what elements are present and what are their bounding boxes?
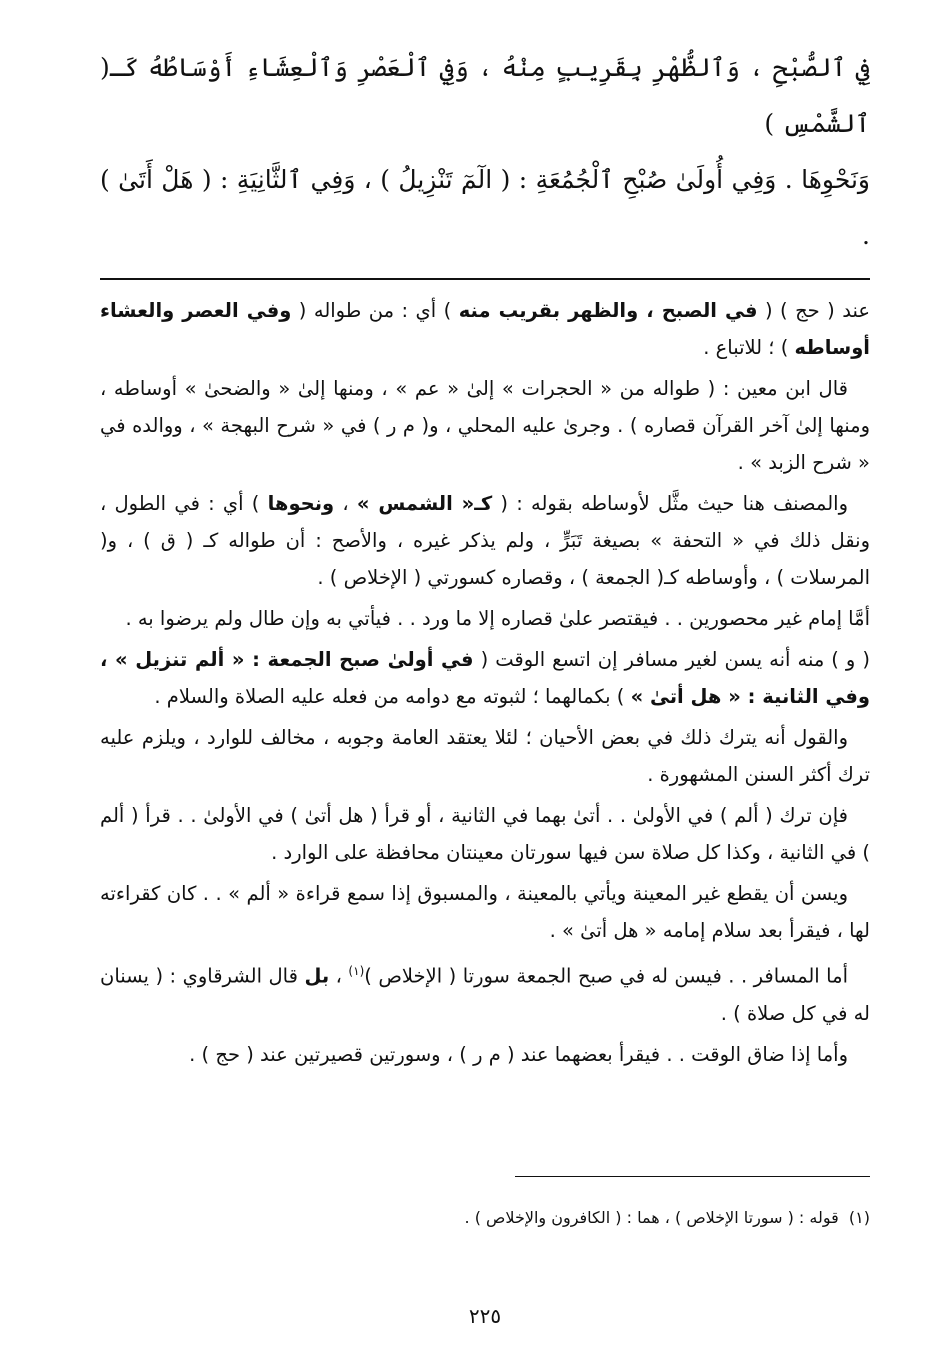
main-text — [100, 40, 870, 264]
text-run: قال ابن معين : ( طواله من « الحجرات » إلىٰ « عم » ، ومنها إلىٰ « والضحىٰ » أوساطه ، ومنها إلىٰ آخر القرآن قصاره ) . وجرىٰ عليه المحلي ، و( م ر ) في « شرح البهجة » ، ووالده في « شرح الزبد » . — [100, 377, 870, 474]
commentary-paragraph — [100, 370, 870, 481]
footnote-rule — [515, 1176, 870, 1177]
text-run: ) بكمالهما ؛ لثبوته مع دوامه من فعله عليه الصلاة والسلام . — [154, 685, 631, 708]
commentary-paragraph — [100, 953, 870, 1032]
footnote — [100, 1205, 870, 1231]
quoted-matn: وفي العصر والعشاء أوساطه — [100, 299, 870, 359]
text-run: قال الشرقاوي : ( يسنان له في كل صلاة ) . — [100, 964, 870, 1025]
commentary-paragraph — [100, 485, 870, 596]
text-run: ، — [329, 964, 349, 988]
text-run: ( و ) منه أنه يسن لغير مسافر إن اتسع الوقت ( — [473, 648, 870, 671]
commentary-paragraph — [100, 797, 870, 871]
quoted-matn: كـ« الشمس » — [356, 492, 493, 515]
text-run: ، — [334, 492, 357, 515]
footnote-marker[interactable]: (١) — [348, 964, 365, 978]
commentary — [100, 292, 870, 1073]
text-run: عند ( حج ) ( — [757, 299, 870, 322]
separator-rule — [100, 278, 870, 280]
commentary-paragraph — [100, 719, 870, 793]
footnote-text: قوله : ( سورتا الإخلاص ) ، هما : ( الكافرون والإخلاص ) . — [464, 1208, 839, 1227]
text-run: فإن ترك ( ألم ) في الأولىٰ . . أتىٰ بهما في الثانية ، أو قرأ ( هل أتىٰ ) في الأولىٰ . . قرأ ( ألم ) في الثانية ، وكذا كل صلاة سن فيها سورتان معينتان محافظة على الوارد . — [100, 804, 870, 864]
commentary-paragraph — [100, 641, 870, 715]
text-run: والمصنف هنا حيث مثَّل لأوساطه بقوله : ( — [492, 492, 848, 515]
page-number: ٢٢٥ — [468, 1304, 502, 1328]
quoted-matn: في الصبح ، والظهر بقريب منه — [458, 299, 758, 322]
quoted-matn: في أولىٰ صبح الجمعة : « ألم تنزيل » ، وفي الثانية : « هل أتىٰ » — [100, 648, 870, 708]
text-run: ويسن أن يقطع غير المعينة ويأتي بالمعينة ، والمسبوق إذا سمع قراءة « ألم » . . كان كقراءته لها ، فيقرأ بعد سلام إمامه « هل أتىٰ » . — [100, 882, 870, 942]
text-run: أما المسافر . . فيسن له في صبح الجمعة سورتا ( الإخلاص ) — [364, 964, 848, 988]
commentary-paragraph — [100, 1036, 870, 1073]
quoted-matn: ونحوها — [267, 492, 335, 515]
text-run: ) ؛ للاتباع . — [703, 336, 795, 359]
commentary-paragraph — [100, 292, 870, 366]
text-run: أمَّا إمام غير محصورين . . فيقتصر علىٰ قصاره إلا ما ورد . . فيأتي به وإن طال ولم يرضوا به . — [125, 607, 870, 630]
commentary-paragraph — [100, 600, 870, 637]
text-run: ) أي : من طواله ( — [291, 299, 459, 322]
main-text-line: وَنَحْوِهَا . وَفِي أُولَىٰ صُبْحِ ٱلْجُمُعَةِ : ( الٓمٓ تَنْزِيلُ ) ، وَفِي ٱلثَّانِيَةِ : ( هَلْ أَتَىٰ ) . — [100, 165, 870, 250]
text-run: وأما إذا ضاق الوقت . . فيقرأ بعضهما عند ( م ر ) ، وسورتين قصيرتين عند ( حج ) . — [189, 1042, 848, 1066]
main-text-line: فِي ٱلصُّبْحِ ، وَٱلظُّهْرِ بِقَرِيبٍ مِنْهُ ، وَفِي ٱلْعَصْرِ وَٱلْعِشَاءِ أَوْسَاطُهُ كَـ( ٱلشَّمْسِ ) — [100, 53, 870, 138]
quoted-matn: بل — [304, 964, 330, 988]
commentary-paragraph — [100, 875, 870, 949]
footnote-number: (١) — [848, 1208, 870, 1227]
text-run: والقول أنه يترك ذلك في بعض الأحيان ؛ لئلا يعتقد العامة وجوبه ، مخالف للوارد ، ويلزم عليه ترك أكثر السنن المشهورة . — [100, 726, 870, 786]
text-run: ) أي : في الطول ، ونقل ذلك في « التحفة » بصيغة تَبَرٍّ ، ولم يذكر غيره ، والأصح : أن طواله كـ ( ق ) ، و( المرسلات ) ، وأوساطه كـ( الجمعة ) ، وقصاره كسورتي ( الإخلاص ) . — [100, 492, 870, 589]
book-page — [100, 40, 870, 1328]
